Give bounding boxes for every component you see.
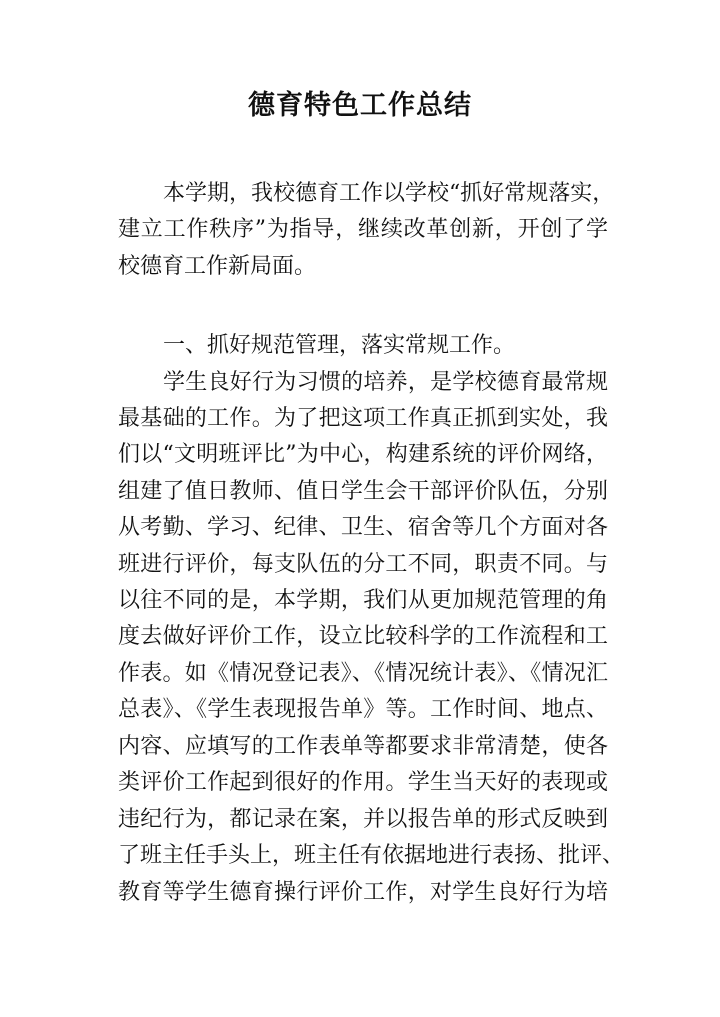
paragraph-2-line-15: 教育等学生德育操行评价工作，对学生良好行为培 (118, 880, 608, 905)
paragraph-2-line-12: 类评价工作起到很好的作用。学生当天好的表现或 (118, 770, 608, 795)
section-heading: 一、抓好规范管理，落实常规工作。 (163, 333, 516, 358)
paragraph-2-line-5: 从考勤、学习、纪律、卫生、宿舍等几个方面对各 (118, 515, 608, 540)
paragraph-2-line-6: 班进行评价，每支队伍的分工不同，职责不同。与 (118, 552, 608, 577)
paragraph-2-line-14: 了班主任手头上，班主任有依据地进行表扬、批评、 (118, 843, 625, 868)
paragraph-2-line-3: 们以“文明班评比”为中心，构建系统的评价网络， (118, 442, 608, 467)
paragraph-2-line-9: 作表。如《情况登记表》、《情况统计表》、《情况汇 (118, 661, 608, 686)
paragraph-2-line-13: 违纪行为，都记录在案，并以报告单的形式反映到 (118, 807, 608, 832)
paragraph-2-line-8: 度去做好评价工作，设立比较科学的工作流程和工 (118, 624, 608, 649)
paragraph-1-line-2: 建立工作秩序”为指导，继续改革创新，开创了学 (118, 217, 608, 242)
paragraph-2-line-1: 学生良好行为习惯的培养，是学校德育最常规 (163, 370, 608, 395)
paragraph-2-line-2: 最基础的工作。为了把这项工作真正抓到实处，我 (118, 406, 608, 431)
paragraph-2-line-7: 以往不同的是，本学期，我们从更加规范管理的角 (118, 588, 608, 613)
paragraph-2-line-4: 组建了值日教师、值日学生会干部评价队伍，分别 (118, 479, 608, 504)
paragraph-2-line-11: 内容、应填写的工作表单等都要求非常清楚，使各 (118, 734, 608, 759)
document-title: 德育特色工作总结 (248, 90, 472, 121)
paragraph-1-line-1: 本学期，我校德育工作以学校“抓好常规落实， (163, 181, 615, 206)
paragraph-1-line-3: 校德育工作新局面。 (118, 254, 317, 279)
paragraph-2-line-10: 总表》、《学生表现报告单》等。工作时间、地点、 (118, 697, 608, 722)
